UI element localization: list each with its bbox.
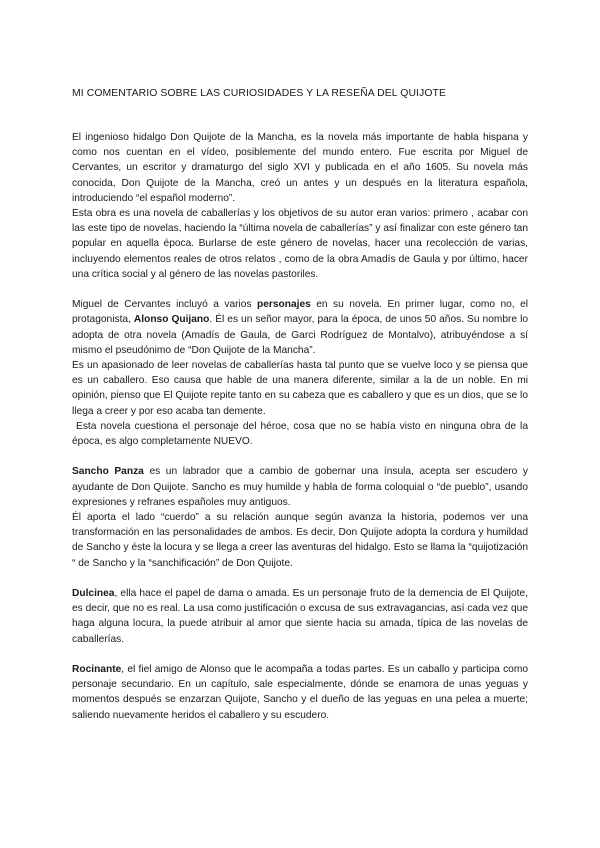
paragraph-dulcinea (72, 586, 528, 647)
paragraph-intro: El ingenioso hidalgo Don Quijote de la Mancha, es la novela más importante de habla hispana y como nos cuentan en el vídeo, posiblemente del mundo entero. Fue escrita por Miguel de Cervantes, un escritor y dramaturgo del siglo XVI y publicada en el año 1605. Su novela más conocida, Don Quijote de la Mancha, creó un antes y un después en la literatura española, introduciendo “el español moderno”. (72, 132, 528, 204)
text-run: es un labrador que a cambio de gobernar una ínsula, acepta ser escudero y ayudante de Don Quijote. Sancho es muy humilde y habla de forma coloquial o “de pueblo”, usando expresiones y refranes españoles muy antiguos. (72, 466, 528, 508)
paragraph-spacer (72, 449, 528, 464)
paragraph-spacer (72, 282, 528, 297)
bold-alonso-quijano: Alonso Quijano (133, 314, 210, 326)
bold-sancho-panza: Sancho Panza (72, 466, 144, 478)
document-title: MI COMENTARIO SOBRE LAS CURIOSIDADES Y LA RESEÑA DEL QUIJOTE (72, 88, 446, 99)
text-run: Miguel de Cervantes incluyó a varios (72, 299, 257, 311)
paragraph-rocinante (72, 662, 528, 723)
paragraph-madness: Es un apasionado de leer novelas de caballerías hasta tal punto que se vuelve loco y se piensa que es un caballero. Eso causa que hable de una manera diferente, similar a la de un noble. En mi opinión, pienso que El Quijote repite tanto en su cabeza que es caballero y que es un dios, que se lo llega a creer y por eso acaba tan demente. (72, 360, 528, 417)
text-run: . Él es un señor mayor, para la época, de unos 50 años. Su nombre lo adopta de otra novela (Amadís de Gaula, de Garci Rodríguez de Montalvo), atribuyéndose a sí mismo el pseudónimo de “Don Quijote de la Mancha”. (72, 314, 529, 356)
paragraph-spacer (72, 647, 528, 662)
bold-personajes: personajes (257, 299, 311, 311)
bold-dulcinea: Dulcinea (72, 588, 115, 600)
paragraph-characters (72, 297, 528, 358)
text-run: , ella hace el papel de dama o amada. Es un personaje fruto de la demencia de El Quijote, es decir, que no es real. La usa como justificación o excusa de sus extravagancias, así cada vez que haga alguna locura, la puede atribuir al amor que siente hacia su amada, típica de las novelas de caballerías. (72, 588, 528, 645)
text-run: en su novela. En primer lugar, como no, el protagonista, (72, 299, 528, 326)
paragraph-spacer (72, 571, 528, 586)
bold-rocinante: Rocinante (72, 664, 122, 676)
text-run: , el fiel amigo de Alonso que le acompaña a todas partes. Es un caballo y participa como personaje secundario. En un capítulo, sale especialmente, dónde se enamora de unas yeguas y momentos después se enzarzan Quijote, Sancho y el dueño de las yeguas en una pelea a muerte; saliendo nuevamente heridos el caballero y su escudero. (72, 664, 528, 721)
paragraph-hero: Esta novela cuestiona el personaje del héroe, cosa que no se había visto en ninguna obra de la época, es algo completamente NUEVO. (72, 420, 531, 448)
paragraph-transformation: Él aporta el lado “cuerdo” a su relación aunque según avanza la historia, podemos ver una transformación en las personalidades de ambos. Es decir, Don Quijote adopta la cordura y humildad de Sancho y éste la locura y se llega a creer las aventuras del hidalgo. Esto se llama la “quijotización “ de Sancho y la “sanchificación” de Don Quijote. (72, 512, 528, 569)
paragraph-objectives: Esta obra es una novela de caballerías y los objetivos de su autor eran varios: primero , acabar con las este tipo de novelas, haciendo la “última novela de caballerías” y así finalizar con este género tan popular en aquella época. Burlarse de este género de novelas, hacer una recolección de varias, incluyendo elementos reales de otros relatos , como de la obra Amadís de Gaula y por último, hacer una crítica social y al género de las novelas pastoriles. (72, 208, 528, 280)
document-body (72, 130, 531, 723)
paragraph-sancho (72, 464, 528, 510)
